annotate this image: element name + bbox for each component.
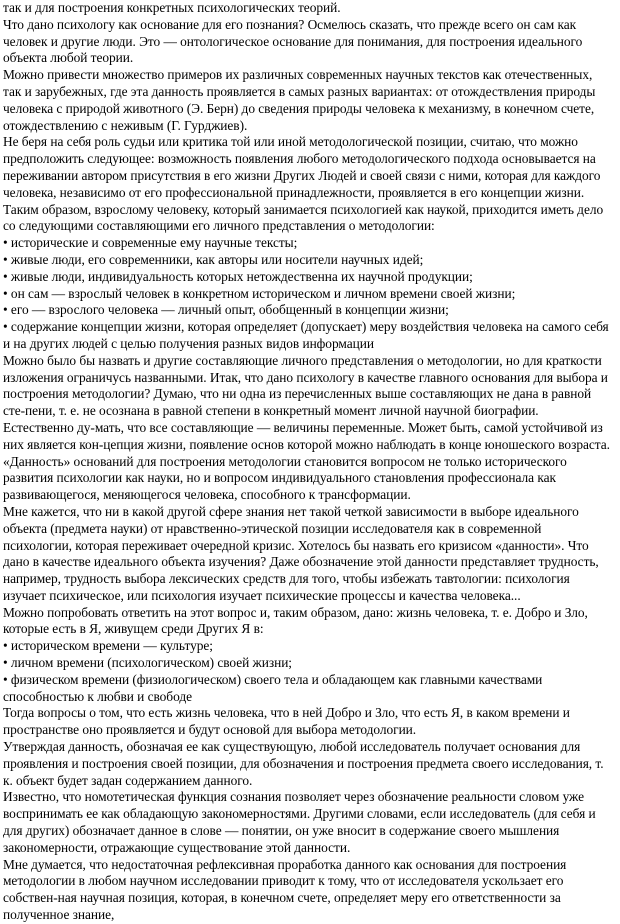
- paragraph-givenness: «Данность» оснований для построения методологии становится вопросом не только исторического развития психологии как науки, но и вопросом индивидуального становления профессионала как развивающегося, меняющегося человека, способного к трансформации.: [3, 453, 567, 503]
- list-item: • живые люди, его современники, как авторы или носители научных идей;: [3, 251, 424, 267]
- list-item: • живые люди, индивидуальность которых нетождественна их научной продукции;: [3, 268, 473, 284]
- time-list: [3, 638, 611, 705]
- list-item: • историческом времени — культуре;: [3, 638, 213, 654]
- paragraph-continuation: так и для построения конкретных психологических теорий.: [3, 0, 341, 15]
- list-item: • его — взрослого человека — личный опыт, обобщенный в концепции жизни;: [3, 302, 449, 318]
- list-item: • исторические и современные ему научные тексты;: [3, 235, 298, 251]
- paragraph-asserting: Утверждая данность, обозначая ее как существующую, любой исследователь получает основания для проявления и построения своей позиции, для обозначения и построения предмета своего исследования, т. к. объект будет задан содержанием данного.: [3, 739, 604, 788]
- components-list: [3, 235, 611, 353]
- paragraph-answer-intro: Можно попробовать ответить на этот вопрос и, таким образом, дано: жизнь человека, т. е. Добро и Зло, которые есть в Я, живущем среди Других Я в:: [3, 604, 588, 637]
- paragraph-reflexive: Мне думается, что недостаточная рефлексивная проработка данного как основания для построения методологии в любом научном исследовании приводит к тому, что от исследователя ускользает его собствен-ная научная позиция, которая, в конечном счете, определяет меру его ответственности за полученное знание,: [3, 856, 567, 923]
- paragraph-question: Что дано психологу как основание для его познания? Осмелюсь сказать, что прежде всего он сам как человек и другие люди. Это — онтологическое основание для понимания, для построения идеального объекта любой теории.: [3, 16, 583, 66]
- paragraph-position: Не беря на себя роль судьи или критика той или иной методологической позиции, считаю, что можно предположить следующее: возможность появления любого методологического подхода основывается на переживании автором присутствия в его жизни Других Людей и своей связи с ними, которая для каждого человека, независимо от его профессиональной принадлежности, проявляется в его концепции жизни.: [3, 134, 601, 200]
- list-item: • он сам — взрослый человек в конкретном историческом и личном времени своей жизни;: [3, 285, 516, 301]
- list-item: • личном времени (психологическом) своей жизни;: [3, 655, 292, 671]
- paragraph-examples: Можно привести множество примеров их различных современных научных текстов как отечественных, так и зарубежных, где эта данность проявляется в самых разных вариантах: от отождествления природы человека с природой животного (Э. Берн) до сведения природы человека к механизму, в конечном счете, отождествлению с неживым (Г. Гурджиев).: [3, 67, 596, 133]
- list-item: • физическом времени (физиологическом) своего тела и обладающем как главными качествами способностью к любви и свободе: [3, 671, 543, 704]
- paragraph-components-intro: Таким образом, взрослому человеку, который занимается психологией как наукой, приходится иметь дело со следующими составляющими его личного представления о методологии:: [3, 201, 604, 234]
- paragraph-questions: Тогда вопросы о том, что есть жизнь человека, что в ней Добро и Зло, что есть Я, в каком времени и пространстве оно проявляется и будут основой для выбора методологии.: [3, 705, 570, 738]
- paragraph-other-components: Можно было бы назвать и другие составляющие личного представления о методологии, но для краткости изложения ограничусь названными. Итак, что дано психологу в качестве главного основания для выбора и построения методологии? Думаю, что ни одна из перечисленных выше составляющих не дана в равной сте-пени, т. е. не осознана в равной степени в конкретный момент личной научной биографии. Естественно ду-мать, что все составляющие — величины переменные. Может быть, самой устойчивой из них является кон-цепция жизни, появление основ которой можно наблюдать в конце юношеского возраста.: [3, 352, 610, 452]
- list-item: • содержание концепции жизни, которая определяет (допускает) меру воздействия человека на самого себя и на других людей с целью получения разных видов информации: [3, 319, 609, 351]
- paragraph-crisis: Мне кажется, что ни в какой другой сфере знания нет такой четкой зависимости в выборе идеального объекта (предмета науки) от нравственно-этической позиции исследователя как в современной психологии, которая переживает очередной кризис. Хотелось бы назвать его кризисом «данности». Что дано в качестве идеального объекта изучения? Даже обозначение этой данности представляет трудность, например, трудность выбора лексических средств для того, чтобы избежать тавтологии: психология изучает психическое, или психология изучает психические процессы и качества человека...: [3, 503, 599, 603]
- paragraph-nomothetic: Известно, что номотетическая функция сознания позволяет через обозначение реальности словом уже воспринимать ее как обладающую закономерностями. Другими словами, если исследователь (для себя и для других) обозначает данное в слове — понятии, он уже вносит в содержание своего мышления закономерности, отражающие существование этой данности.: [3, 789, 596, 855]
